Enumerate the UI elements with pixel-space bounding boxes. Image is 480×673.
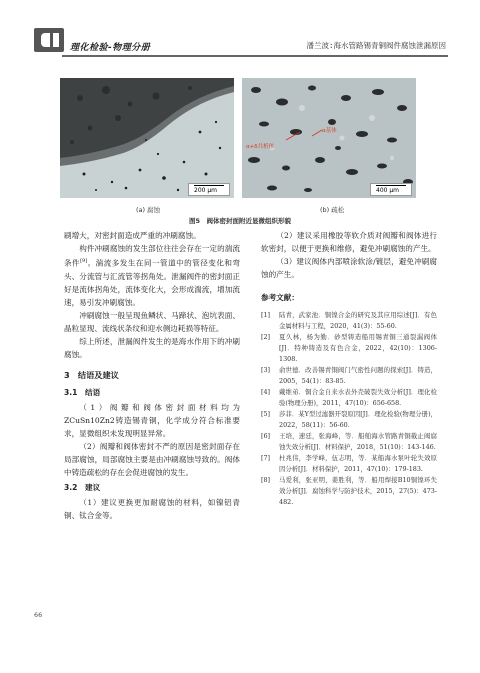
subsection-heading: 3.1 结语 xyxy=(64,387,101,397)
figure-5 xyxy=(60,78,416,202)
paragraph: 刷增大，对密封面造成严重的冲刷腐蚀。 xyxy=(64,231,201,240)
paragraph: （3）建议阀体内部喷涂软涂/镀层，避免冲刷腐蚀的产生。 xyxy=(261,257,437,279)
scale-bar-b: 400 μm xyxy=(370,183,412,197)
reference-item: [6] 王培，速廷，张海峰，等．船舶海水管路青铜截止阀腐蚀失效分析[J]．材料保护，2018，51(10)：143-146. xyxy=(261,432,437,451)
left-column xyxy=(64,229,240,522)
label-eutectoid: α+δ共析体 xyxy=(246,144,275,150)
reference-list xyxy=(261,310,437,508)
paragraph: 冲刷腐蚀一般呈现鱼鳞状、马蹄状、泡坑表面、晶粒显现、流线状条纹和迎水侧边耗损等特征。 xyxy=(64,310,240,333)
reference-item: [2] 夏久林，杨为勤．砂型铸造船用锡青铜三通裂漏阀体[J]．特种铸造及有色合金，2022，42(10)：1306-1308. xyxy=(261,333,437,363)
reference-item: [4] 戴维弟．铜合金自来水表外壳破裂失效分析[J]．理化检验(物理分册)，2011，47(10)：656-658. xyxy=(261,388,437,407)
right-column xyxy=(261,229,437,508)
reference-item: [8] 马爱利，张亚明，姜胜利，等．船用焊接B10铜镍环失效分析[J]．腐蚀科学与防护技术，2015，27(5)：473-482. xyxy=(261,476,437,506)
running-title: 潘兰波:海水管路锡青铜阀件腐蚀泄漏原因 xyxy=(306,41,446,50)
figure-caption: 图5 阀体密封面附近显微组织形貌 xyxy=(188,217,292,225)
paragraph: （2）阀瓣和阀体密封不严的原因是密封面存在局部腐蚀，局部腐蚀主要是由冲刷腐蚀导致的。阀体中铸造疏松的存在会促进腐蚀的发生。 xyxy=(64,441,240,477)
label-matrix: α基体 xyxy=(322,128,337,134)
subsection-heading: 3.2 建议 xyxy=(64,482,101,492)
reference-item: [7] 杜兆伟，李学峰，伍志明，等．某船海水泵叶轮失效原因分析[J]．材料保护，2011，47(10)：179-183. xyxy=(261,454,437,473)
page-header xyxy=(0,0,480,62)
journal-name: 理化检验-物理分册 xyxy=(70,43,151,53)
journal-logo-icon xyxy=(34,28,64,52)
reference-item: [3] 俞世德．改善锡青铜阀门气密性问题的探索[J]．铸造，2005，54(1)：83-85. xyxy=(261,366,437,385)
section-heading: 3 结语及建议 xyxy=(64,369,119,380)
paragraph: （1）阀瓣和阀体密封面材料均为ZCuSn10Zn2铸造锡青铜，化学成分符合标准要求，显微组织未发现明显异常。 xyxy=(64,402,240,438)
scale-bar-a: 200 μm xyxy=(188,183,230,197)
paragraph-turbulence: 构件冲刷腐蚀的发生部位往往会存在一定的湍流条件[9]。湍流多发生在同一管道中的管径变化和弯头、分流管与汇流管等拐角处。泄漏阀件的密封面正好是流体拐角处，流体变化大，会形成湍流，增加流速，易引发冲刷腐蚀。 xyxy=(64,244,241,307)
micrograph-b-image xyxy=(242,78,416,198)
page-number: 66 xyxy=(34,611,43,619)
micrograph-a-image xyxy=(60,78,234,198)
micrograph-porosity xyxy=(242,78,416,198)
micrograph-corrosion xyxy=(60,78,234,198)
references-heading: 参考文献： xyxy=(261,293,299,302)
subcaption-a: (a) 腐蚀 xyxy=(136,206,161,214)
reference-item: [1] 陆青，武家池．铜镍合金的研究及其应用综述[J]．有色金属材料与工程，2020，41(3)：55-60. xyxy=(261,311,437,330)
header-rule xyxy=(62,55,448,57)
paragraph: （2）建议采用橡胶等软介质对阀瓣和阀体进行软密封，以便于更换和维修，避免冲刷腐蚀的产生。 xyxy=(261,231,437,253)
reference-item: [5] 莎菲．某Y型过滤器开裂原因[J]．理化检验(物理分册)，2022，58(11)：56-60. xyxy=(261,410,437,429)
paragraph: 综上所述，泄漏阀件发生的是海水作用下的冲刷腐蚀。 xyxy=(64,336,240,359)
paragraph: （1）建议更换更加耐腐蚀的材料，如镍铝青铜、钛合金等。 xyxy=(64,497,240,520)
subcaption-b: (b) 疏松 xyxy=(320,206,345,214)
